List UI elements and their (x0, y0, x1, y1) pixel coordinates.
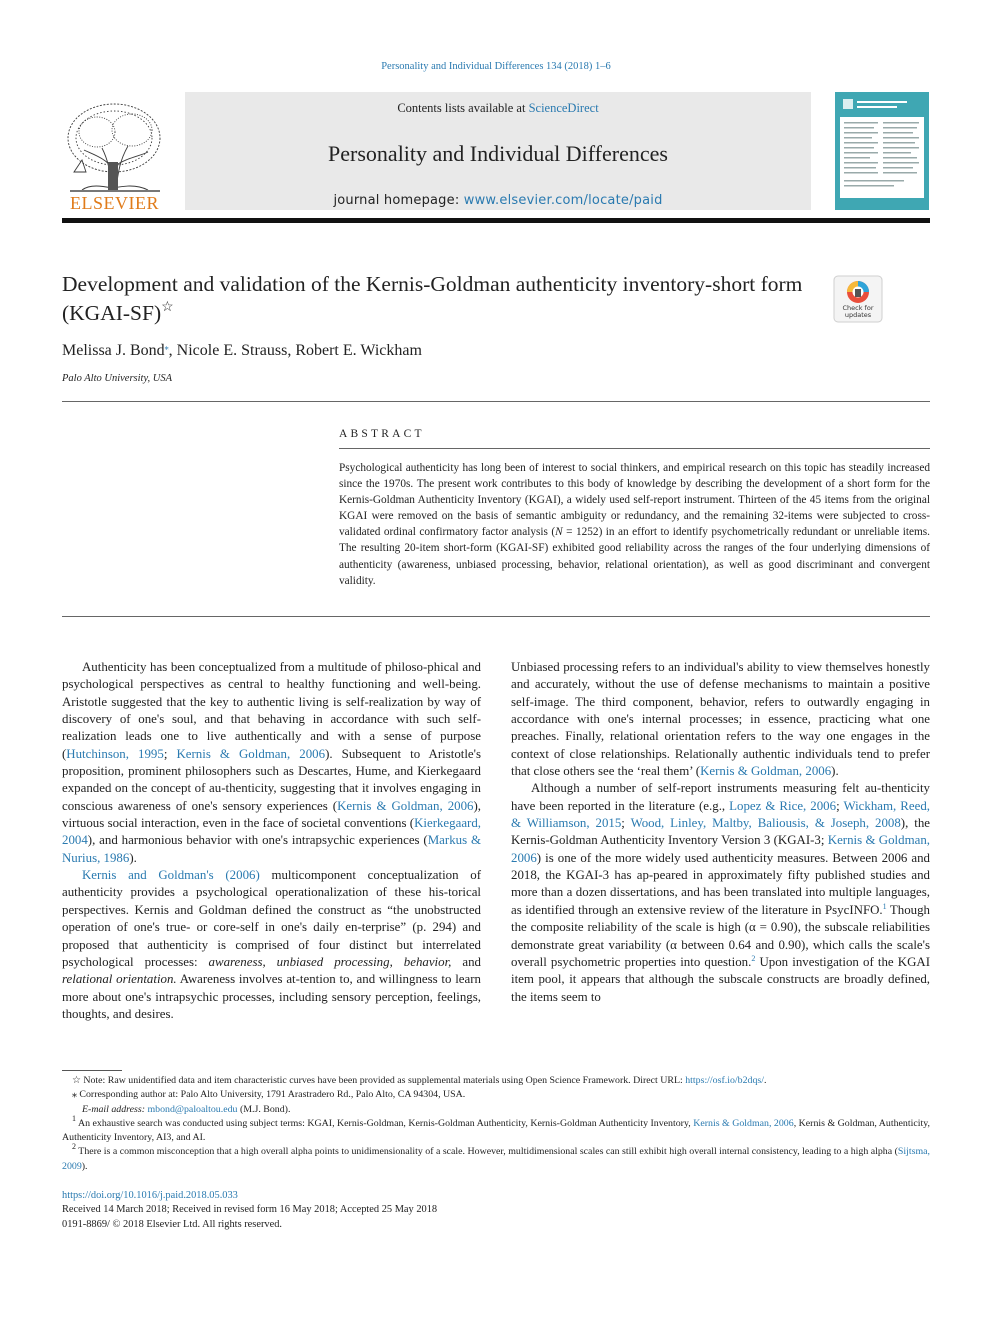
text-run-italic: relational orientation. (62, 972, 177, 987)
author-1[interactable]: Melissa J. Bond (62, 342, 165, 359)
citation-link[interactable]: Lopez & Rice, 2006 (729, 798, 837, 813)
citation-link[interactable]: Hutchinson, 1995 (66, 746, 164, 761)
journal-cover-image (835, 92, 929, 210)
footnote-email (62, 1103, 930, 1117)
email-link[interactable]: mbond@paloaltou.edu (147, 1103, 238, 1115)
article-title-text: Development and validation of the Kernis-Goldman authenticity inventory-short form (KGAI-SF) (62, 272, 803, 325)
footnote-text: Note: Raw unidentified data and item characteristic curves have been provided as supplemental materials using Open Science Framework. Direct URL: (80, 1075, 686, 1086)
paragraph (511, 659, 930, 780)
footnote-text: An exhaustive search was conducted using subject terms: KGAI, Kernis-Goldman, Kernis-Goldman Authenticity, Kernis-Goldman Authenticity Inventory, (76, 1117, 694, 1129)
footnote-star (62, 1074, 930, 1088)
abstract-text-part: Psychological authenticity has long been of interest to social thinkers, and empirical research on this topic has steadily increased since the 1970s. The present work contributes to this body of knowledge by describing the development of a short form for the Kernis-Goldman Authenticity Inventory (KGAI), a widely used self-report instrument. Thirteen of the 45 items from the original KGAI were removed on the basis of semantic ambiguity or redundancy, and the remaining 32-items were subjected to cross-validated ordinal confirmatory factor analysis ( (339, 462, 930, 539)
text-run: ; (163, 746, 177, 761)
footnote-1 (62, 1113, 930, 1146)
text-run: Unbiased processing refers to an individual's ability to view themselves honestly and accurately, without the use of defense mechanisms to maintain a positive self-image. The third component, behavior, refers to outwardly engaging in accordance with one's internal processes; in essence, practicing what one preaches. Finally, relational orientation refers to the way one engages in the context of close relationships. Relationally authentic individuals tend to prefer that close others see the ‘real them’ ( (511, 660, 930, 779)
abstract-divider (339, 448, 930, 449)
text-run: Upon investigation of the KGAI item pool, it appears that although the subscale constructs are broadly defined, the items seem to (511, 954, 930, 1004)
osf-link[interactable]: https://osf.io/b2dqs/ (685, 1075, 764, 1086)
paragraph (62, 659, 481, 867)
text-run: ; (836, 798, 844, 813)
author-separator: , (287, 342, 296, 359)
footnote-mark: 1 (72, 1113, 76, 1123)
abstract-body (339, 460, 930, 589)
text-run-italic: awareness, unbiased processing, behavior, (208, 954, 452, 969)
footnote-text: , Kernis & Goldman, Authenticity, Authenticity Inventory, AI3, and AI. (62, 1117, 930, 1144)
footnote-mark: 2 (72, 1142, 76, 1152)
footnote-text: . (763, 1075, 767, 1086)
author-3[interactable]: Robert E. Wickham (295, 342, 422, 359)
journal-title[interactable]: Personality and Individual Differences (328, 141, 668, 166)
footnote-divider (62, 1070, 122, 1071)
text-run: ), virtuous social interaction, even in the face of societal conventions ( (62, 798, 481, 831)
article-title (62, 270, 822, 328)
abstract-heading: ABSTRACT (339, 428, 425, 440)
header-rule (62, 218, 930, 223)
copyright-line: 0191-8869/ © 2018 Elsevier Ltd. All rights reserved. (62, 1218, 282, 1230)
paragraph (511, 780, 930, 1005)
abstract-text-part: = 1252) in an effort to identify psychometrically redundant or unreliable items. The resulting 20-item short-form (KGAI-SF) exhibited good reliability across the ranges of the four underlying dimensions of authenticity (awareness, unbiased processing, behavior, relational orientation), as well as good discriminant and convergent validity. (339, 526, 930, 587)
footnote-mark: ☆ (72, 1075, 81, 1086)
crossmark-label-1: Check for (842, 304, 874, 312)
text-run: ), and harmonious behavior with one's intrapsychic experiences ( (87, 833, 428, 848)
body-column-left (62, 659, 481, 1023)
journal-citation[interactable]: Personality and Individual Differences 134 (2018) 1–6 (381, 61, 611, 72)
sciencedirect-link[interactable]: ScienceDirect (528, 101, 599, 115)
footnotes (62, 1074, 930, 1174)
text-run: and (451, 954, 481, 969)
body-column-right (511, 659, 930, 1006)
footnote-mark: ⁎ (72, 1089, 77, 1101)
text-run: ). (129, 850, 137, 865)
doi-link[interactable]: https://doi.org/10.1016/j.paid.2018.05.033 (62, 1190, 238, 1201)
text-run: multicomponent conceptualization of authenticity provides a psychological operationalization of these his-torical perspectives. Kernis and Goldman defined the construct as “the unobstructed operation of one's true- or core-self in one's daily en-terprise” (p. 294) and proposed that authenticity is comprised of four distinct but interrelated psychological processes: (62, 868, 482, 969)
text-run: Although a number of self-report instruments measuring felt au-thenticity have been reported in the literature (e.g., (511, 781, 930, 813)
citation-link[interactable]: Kernis & Goldman, 2006 (511, 833, 930, 865)
text-run: ). Subsequent to Aristotle's proposition, prominent philosophers such as Descartes, Hume, and Kierkegaard expanded on the concept of au-thenticity, suggesting that it involves engaging in conscious awareness of one's sensory experiences ( (62, 746, 481, 813)
divider (62, 401, 930, 402)
footnote-text: Corresponding author at: Palo Alto University, 1791 Arastradero Rd., Palo Alto, CA 94304, USA. (76, 1089, 466, 1101)
text-run: Authenticity has been conceptualized from a multitude of philoso-phical and psychological perspectives as central to healthy functioning and well-being. Aristotle suggested that the key to authentic living is self-realization by way of discovery of one's soul, and that behaving in accordance with such self-realization leads one to live authentically and with a sense of purpose ( (62, 660, 481, 761)
author-1-corresponding-mark[interactable]: ⁎ (164, 343, 169, 352)
sample-size-symbol: N (555, 526, 563, 539)
affiliation: Palo Alto University, USA (62, 373, 173, 384)
title-footnote-mark[interactable]: ☆ (161, 300, 174, 315)
text-run: ), the Kernis-Goldman Authenticity Inventory Version 3 (KGAI-3; (511, 816, 930, 848)
author-2[interactable]: Nicole E. Strauss (176, 342, 288, 359)
publication-info (62, 1189, 437, 1232)
citation-link[interactable]: Kierkegaard, 2004 (62, 816, 481, 848)
citation-link[interactable]: Sijtsma, 2009 (62, 1146, 930, 1172)
contents-prefix: Contents lists available at (397, 101, 529, 115)
footnote-ref-1[interactable]: 1 (882, 901, 887, 911)
text-run: ). (831, 764, 839, 779)
footnote-text: ). (81, 1160, 88, 1172)
citation-link[interactable]: Markus & Nurius, 1986 (62, 833, 481, 865)
author-list (62, 342, 422, 360)
footnote-text: (M.J. Bond). (237, 1103, 291, 1115)
citation-link[interactable]: Kernis & Goldman, 2006 (700, 764, 832, 779)
text-run: ; (621, 816, 631, 831)
check-for-updates-badge[interactable] (833, 275, 883, 323)
citation-link[interactable]: Kernis and Goldman's (2006) (82, 868, 260, 883)
footnote-ref-2[interactable]: 2 (751, 953, 756, 963)
text-run: Though the composite reliability of the scale is high (α = 0.90), the subscale reliabilities demonstrate great variability (α between 0.64 and 0.90), which calls the scale's overall psychometric properties into question. (511, 902, 931, 969)
text-run: Awareness involves at-tention to, and willingness to learn more about one's intrapsychic processes, including sensory perception, feelings, thoughts, and desires. (62, 972, 481, 1021)
homepage-prefix: journal homepage: (333, 193, 464, 208)
footnote-corresponding (62, 1088, 930, 1102)
citation-link[interactable]: Kernis & Goldman, 2006 (337, 798, 474, 813)
received-dates: Received 14 March 2018; Received in revised form 16 May 2018; Accepted 25 May 2018 (62, 1204, 438, 1216)
divider (62, 616, 930, 617)
contents-line (185, 101, 811, 116)
journal-cover-thumbnail[interactable] (835, 92, 929, 210)
journal-homepage (185, 193, 811, 208)
text-run: ) is one of the more widely used authenticity measures. Between 2006 and 2018, the KGAI-3 has ap-peared in approximately fifty published studies and more than a dozen dissertations, and has been translated into multiple languages, as identified through an extensive review of the literature in PsycINFO. (511, 850, 930, 917)
footnote-text: There is a common misconception that a high overall alpha points to unidimensionality of a scale. However, multidimensional scales can still exhibit high overall internal consistency, leading to a high alpha ( (76, 1146, 898, 1158)
citation-link[interactable]: Wood, Linley, Maltby, Baliousis, & Joseph, 2008 (630, 816, 901, 831)
paragraph (62, 867, 481, 1023)
publisher-name: ELSEVIER (70, 193, 159, 213)
crossmark-label-2: updates (844, 311, 872, 319)
homepage-link[interactable]: www.elsevier.com/locate/paid (463, 193, 663, 208)
citation-link[interactable]: Wickham, Reed, & Williamson, 2015 (511, 798, 930, 831)
footnote-2 (62, 1142, 930, 1174)
author-separator: , (168, 342, 177, 359)
citation-link[interactable]: Kernis & Goldman, 2006 (176, 746, 326, 761)
citation-link[interactable]: Kernis & Goldman, 2006 (693, 1117, 794, 1129)
email-label: E-mail address: (82, 1103, 148, 1115)
